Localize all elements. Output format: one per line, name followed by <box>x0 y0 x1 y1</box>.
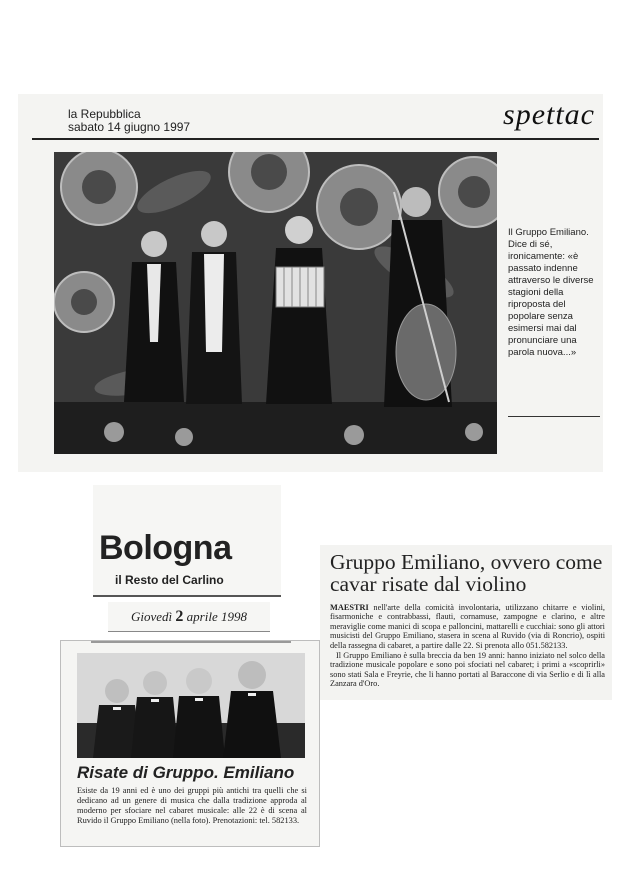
section-title: spettac <box>503 98 595 131</box>
article-paragraph-2: Il Gruppo Emiliano è sulla breccia da ben 19 anni: hanno iniziato nel solco della tradizione musicale popolare e sono poi sfociati nel cabaret; i primi a «scoprirli» sono stati Sala e Freyrie, che li hanno portati al Baraccone di via Serlio e di lì alla Zanzara d'Oro. <box>330 651 605 689</box>
bologna-masthead-clipping <box>93 485 281 597</box>
masthead-underline <box>93 595 281 597</box>
caption-rule <box>508 416 600 417</box>
article-headline: Gruppo Emiliano, ovvero come cavar risate dal violino <box>330 550 603 596</box>
resto-del-carlino-label: il Resto del Carlino <box>115 573 224 587</box>
date-weekday: Giovedì <box>131 609 173 624</box>
repubblica-clipping <box>18 94 603 472</box>
group-photo <box>77 653 305 758</box>
resto-headline: Risate di Gruppo. Emiliano <box>77 763 295 782</box>
repubblica-date: sabato 14 giugno 1997 <box>68 120 191 134</box>
article-clipping <box>320 545 612 700</box>
article-body <box>330 603 605 690</box>
resto-clipping <box>60 640 320 847</box>
date-clipping <box>108 602 270 632</box>
paragraph-1-text: nell'arte della comicità involontaria, utilizzano chitarre e violini, fisarmoniche e contrabbassi, flauti, cornamuse, zampogne e clarino, e altre meraviglie come manici di scopa e palloncini, mattarelli e cucchiai: sono gli attori musicisti del Gruppo Emiliano, stasera in scena al Ruvido (via di Roncrio), ospiti della rassegna di cabaret, a partire dalle 22. Si prenota allo 051.582133. <box>330 603 605 650</box>
date-month-year: aprile 1998 <box>186 609 247 624</box>
stage-photo-drawing <box>54 152 497 454</box>
date-rule <box>108 631 270 632</box>
photo-caption: Il Gruppo Emiliano. Dice di sé, ironicamente: «è passato indenne attraverso le diverse stagioni della riproposta del popolare senza esimersi mai dal pronunciare una parola nuova...» <box>508 227 594 358</box>
stage-photo <box>54 152 497 454</box>
lead-word: MAESTRI <box>330 603 369 612</box>
masthead-rule <box>32 138 599 140</box>
repubblica-masthead <box>68 108 190 134</box>
group-photo-drawing <box>77 653 305 758</box>
date-day: 2 <box>175 608 184 625</box>
resto-body: Esiste da 19 anni ed è uno dei gruppi più antichi tra quelli che si dedicano ad un genere di musica che dalla tradizione approda al moderno per sfociare nel cabaret musicale: alle 22 è di scena al Ruvido il Gruppo Emiliano (nella foto). Prenotazioni: tel. 582133. <box>77 786 307 825</box>
article-paragraph-1 <box>330 603 605 650</box>
repubblica-name: la Repubblica <box>68 107 141 121</box>
issue-date <box>108 608 270 626</box>
resto-top-rule <box>91 641 291 643</box>
bologna-title: Bologna <box>99 529 232 567</box>
